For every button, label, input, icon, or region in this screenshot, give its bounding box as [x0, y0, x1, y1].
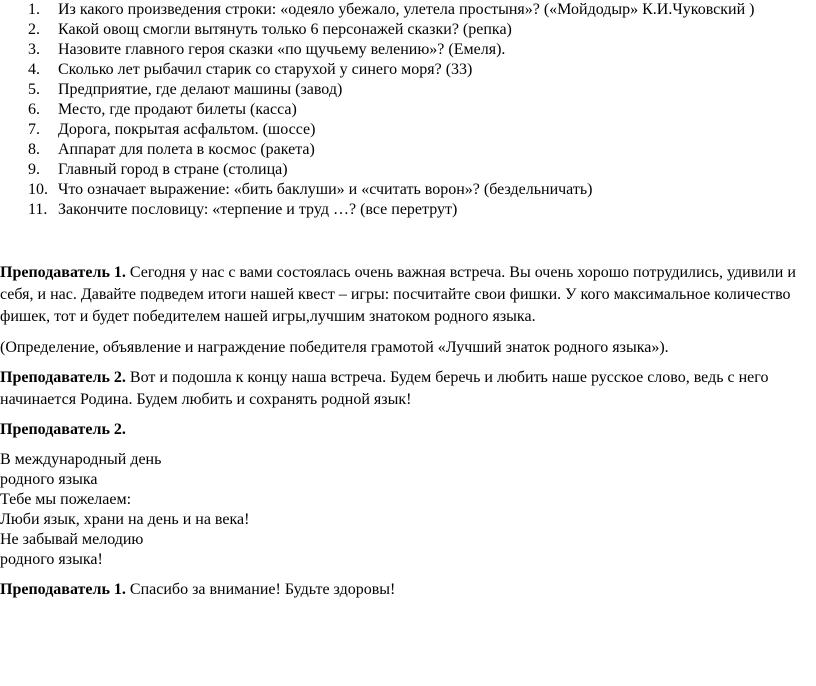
speaker-label: Преподаватель 2.: [0, 369, 126, 386]
item-number: 8.: [28, 141, 40, 158]
item-text: Закончите пословицу: «терпение и труд …? (все перетрут): [58, 201, 458, 218]
list-item: [0, 80, 816, 100]
paragraph-award-note: [0, 337, 816, 359]
list-item: [0, 20, 816, 40]
item-text: Из какого произведения строки: «одеяло убежало, улетела простыня»? («Мойдодыр» К.И.Чуковский ): [58, 1, 755, 18]
list-item: [0, 140, 816, 160]
list-item: [0, 160, 816, 180]
item-number: 6.: [28, 101, 40, 118]
poem-line: родного языка: [0, 471, 98, 488]
paragraph-text: Вот и подошла к концу наша встреча. Будем беречь и любить наше русское слово, ведь с него начинается Родина. Будем любить и сохранять родной язык!: [0, 369, 769, 408]
poem: [0, 450, 249, 570]
item-number: 9.: [28, 161, 40, 178]
paragraph-teacher1-summary: [0, 262, 816, 328]
item-text: Аппарат для полета в космос (ракета): [58, 141, 315, 158]
item-number: 5.: [28, 81, 40, 98]
item-number: 1.: [28, 1, 40, 18]
list-item: [0, 40, 816, 60]
list-item: [0, 200, 816, 220]
item-text: Сколько лет рыбачил старик со старухой у синего моря? (33): [58, 61, 473, 78]
item-number: 4.: [28, 61, 40, 78]
item-text: Назовите главного героя сказки «по щучьему велению»? (Емеля).: [58, 41, 506, 58]
item-number: 7.: [28, 121, 40, 138]
poem-line: В международный день: [0, 451, 162, 468]
list-item: [0, 120, 816, 140]
paragraph-text: (Определение, объявление и награждение победителя грамотой «Лучший знаток родного языка»).: [0, 339, 669, 356]
item-text: Дорога, покрытая асфальтом. (шоссе): [58, 121, 316, 138]
item-number: 3.: [28, 41, 40, 58]
speaker-label: Преподаватель 2.: [0, 421, 126, 438]
item-number: 10.: [28, 181, 48, 198]
questions-list: [0, 0, 816, 220]
item-number: 2.: [28, 21, 40, 38]
paragraph-text: Спасибо за внимание! Будьте здоровы!: [125, 581, 396, 598]
list-item: [0, 0, 816, 20]
list-item: [0, 100, 816, 120]
paragraph-text: Сегодня у нас с вами состоялась очень важная встреча. Вы очень хорошо потрудились, удивили и себя, и нас. Давайте подведем итоги нашей квест – игры: посчитайте свои фишки. У кого максимальное количество фишек, тот и будет победителем нашей игры,лучшим знатоком родного языка.: [0, 264, 796, 325]
poem-line: Тебе мы пожелаем:: [0, 491, 132, 508]
speaker-label: Преподаватель 1.: [0, 264, 126, 281]
item-text: Что означает выражение: «бить баклуши» и «считать ворон»? (бездельничать): [58, 181, 593, 198]
item-number: 11.: [28, 201, 48, 218]
poem-line: Люби язык, храни на день и на века!: [0, 511, 250, 528]
item-text: Предприятие, где делают машины (завод): [58, 81, 343, 98]
item-text: Место, где продают билеты (касса): [58, 101, 297, 118]
paragraph-teacher1-thanks: [0, 579, 816, 601]
item-text: Какой овощ смогли вытянуть только 6 персонажей сказки? (репка): [58, 21, 512, 38]
poem-line: родного языка!: [0, 551, 103, 568]
paragraph-teacher2-closing: [0, 367, 816, 411]
poem-line: Не забывай мелодию: [0, 531, 144, 548]
list-item: [0, 180, 816, 200]
speaker-label: Преподаватель 1.: [0, 581, 126, 598]
item-text: Главный город в стране (столица): [58, 161, 288, 178]
paragraph-teacher2-heading: [0, 419, 816, 441]
list-item: [0, 60, 816, 80]
